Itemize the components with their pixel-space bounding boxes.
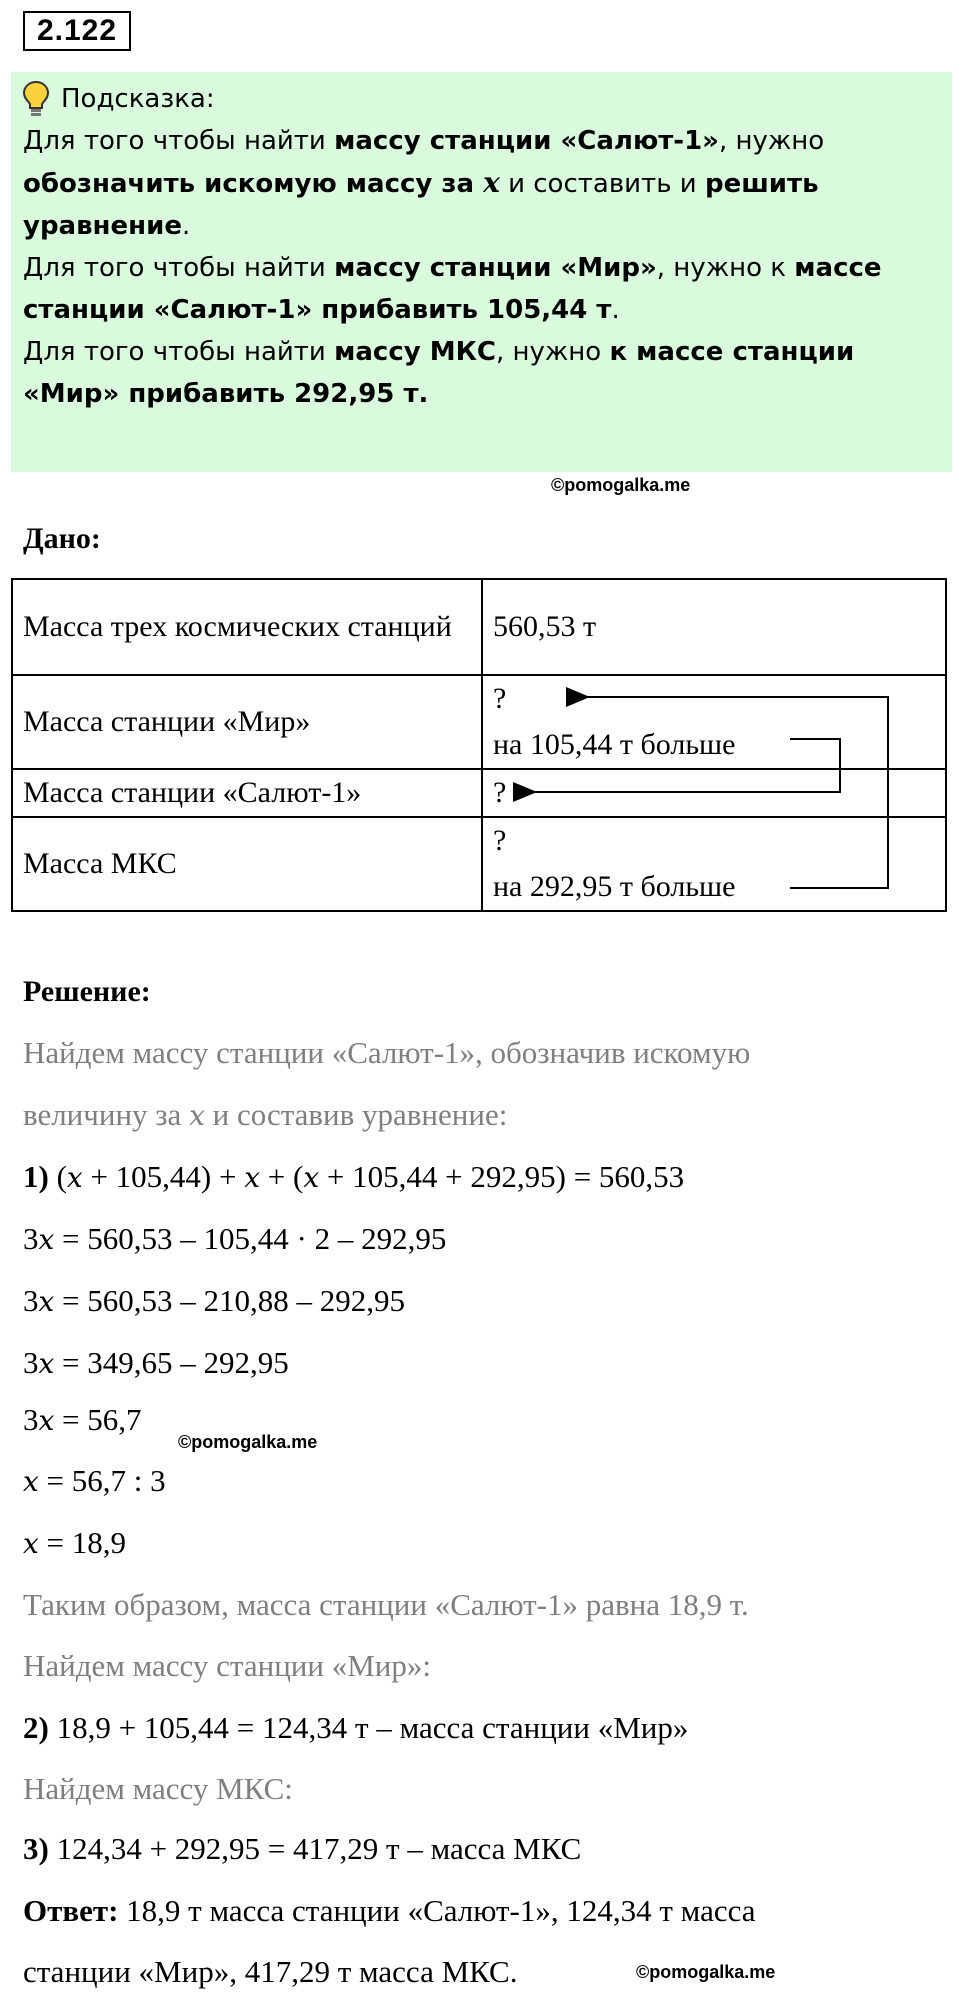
answer-line-1: Ответ: 18,9 т масса станции «Салют-1», 124,34 т масса <box>23 1893 756 1928</box>
solution-intro-2: величину за x и составив уравнение: <box>23 1097 508 1132</box>
hint-paragraph-2: Для того чтобы найти массу станции «Мир», нужно к массе станции «Салют-1» прибавить 105,44 т. <box>23 253 882 325</box>
hint-paragraph-3: Для того чтобы найти массу МКС, нужно к массе станции «Мир» прибавить 292,95 т. <box>23 337 855 409</box>
conclusion-1: Таким образом, масса станции «Салют-1» равна 18,9 т. <box>23 1587 749 1622</box>
table-row <box>12 579 946 675</box>
hint-title-row <box>23 78 940 120</box>
watermark-3: ©pomogalka.me <box>636 1962 776 1982</box>
row-label: Масса станции «Мир» <box>12 675 482 769</box>
hint-title: Подсказка: <box>61 84 215 114</box>
row-label: Масса трех космических станций <box>12 579 482 675</box>
row-label: Масса МКС <box>12 817 482 911</box>
row-value: 560,53 т <box>482 579 946 675</box>
hint-box <box>11 72 952 472</box>
hint-paragraph-1: Для того чтобы найти массу станции «Салют-1», нужно обозначить искомую массу за x и составить и решить уравнение. <box>23 126 825 241</box>
table-row <box>12 817 946 911</box>
given-heading: Дано: <box>23 522 101 555</box>
equation-6: x = 56,7 : 3 <box>23 1463 166 1498</box>
table-row <box>12 675 946 769</box>
equation-4: 3x = 349,65 – 292,95 <box>23 1345 289 1380</box>
equation-3: 3x = 560,53 – 210,88 – 292,95 <box>23 1283 406 1318</box>
row-value: ? <box>482 769 946 817</box>
table-row <box>12 769 946 817</box>
lightbulb-icon <box>21 79 51 119</box>
step-2: 2) 18,9 + 105,44 = 124,34 т – масса станции «Мир» <box>23 1710 689 1745</box>
row-value: ? на 292,95 т больше <box>482 817 946 911</box>
equation-5: 3x = 56,7 <box>23 1402 142 1437</box>
answer-line-2: станции «Мир», 417,29 т масса МКС. <box>23 1954 518 1989</box>
solution-intro-1: Найдем массу станции «Салют-1», обозначив искомую <box>23 1035 751 1070</box>
solution-intro-step-2: Найдем массу станции «Мир»: <box>23 1648 431 1683</box>
given-table <box>11 578 947 912</box>
equation-7: x = 18,9 <box>23 1525 127 1560</box>
problem-number: 2.122 <box>23 11 131 51</box>
step-3: 3) 124,34 + 292,95 = 417,29 т – масса МКС <box>23 1831 582 1866</box>
solution-heading: Решение: <box>23 975 151 1008</box>
watermark-1: ©pomogalka.me <box>551 475 691 495</box>
equation-1: 1) (x + 105,44) + x + (x + 105,44 + 292,95) = 560,53 <box>23 1159 685 1194</box>
row-value: ? на 105,44 т больше <box>482 675 946 769</box>
solution-intro-step-3: Найдем массу МКС: <box>23 1771 293 1806</box>
watermark-2: ©pomogalka.me <box>178 1432 318 1452</box>
equation-2: 3x = 560,53 – 105,44 · 2 – 292,95 <box>23 1221 447 1256</box>
row-label: Масса станции «Салют-1» <box>12 769 482 817</box>
